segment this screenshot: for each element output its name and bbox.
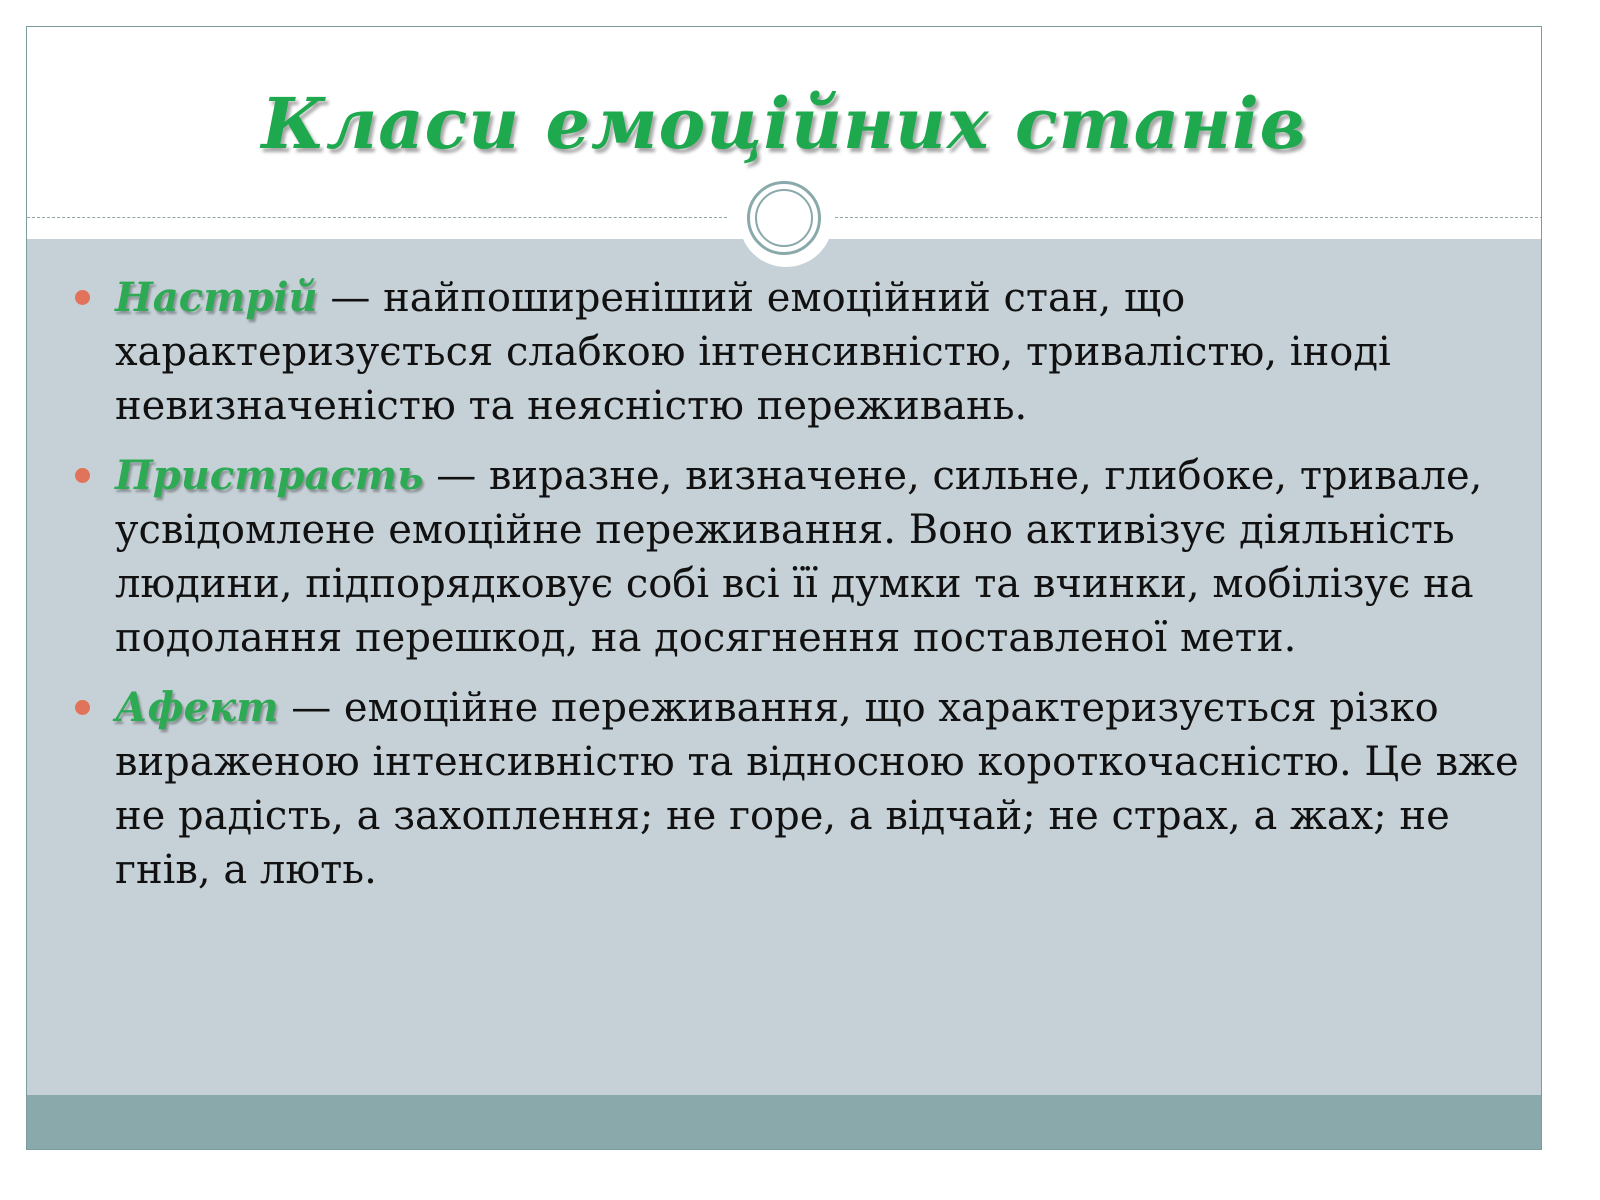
- bullet-dot-icon: [75, 290, 90, 305]
- bullet-list: [115, 271, 1525, 913]
- dashed-divider-left: [27, 217, 727, 218]
- bullet-dot-icon: [75, 468, 90, 483]
- slide: [26, 26, 1542, 1150]
- bullet-item-affect: [115, 681, 1525, 897]
- bullet-item-passion: [115, 449, 1525, 665]
- bullet-term: Пристрасть: [115, 452, 424, 499]
- bullet-dot-icon: [75, 700, 90, 715]
- slide-title: Класи емоційних станів: [261, 82, 1307, 165]
- bullet-text: — виразне, визначене, сильне, глибоке, тривале, усвідомлене емоційне переживання. Воно активізує діяльність людини, підпорядковує собі всі її думки та вчинки, мобілізує на подолання перешкод, на досягнення поставленої мети.: [115, 453, 1483, 661]
- bullet-term: Афект: [115, 684, 279, 731]
- circle-ornament-icon: [747, 181, 821, 255]
- bullet-term: Настрій: [115, 274, 318, 321]
- footer-band: [27, 1095, 1541, 1150]
- bullet-text: — емоційне переживання, що характеризується різко вираженою інтенсивністю та відносною короткочасністю. Це вже не радість, а захоплення; не горе, а відчай; не страх, а жах; не гнів, а лють.: [115, 685, 1519, 893]
- dashed-divider-right: [835, 217, 1542, 218]
- bullet-item-mood: [115, 271, 1525, 433]
- bullet-text: — найпоширеніший емоційний стан, що характеризується слабкою інтенсивністю, тривалістю, іноді невизначеністю та неясністю переживань.: [115, 275, 1391, 429]
